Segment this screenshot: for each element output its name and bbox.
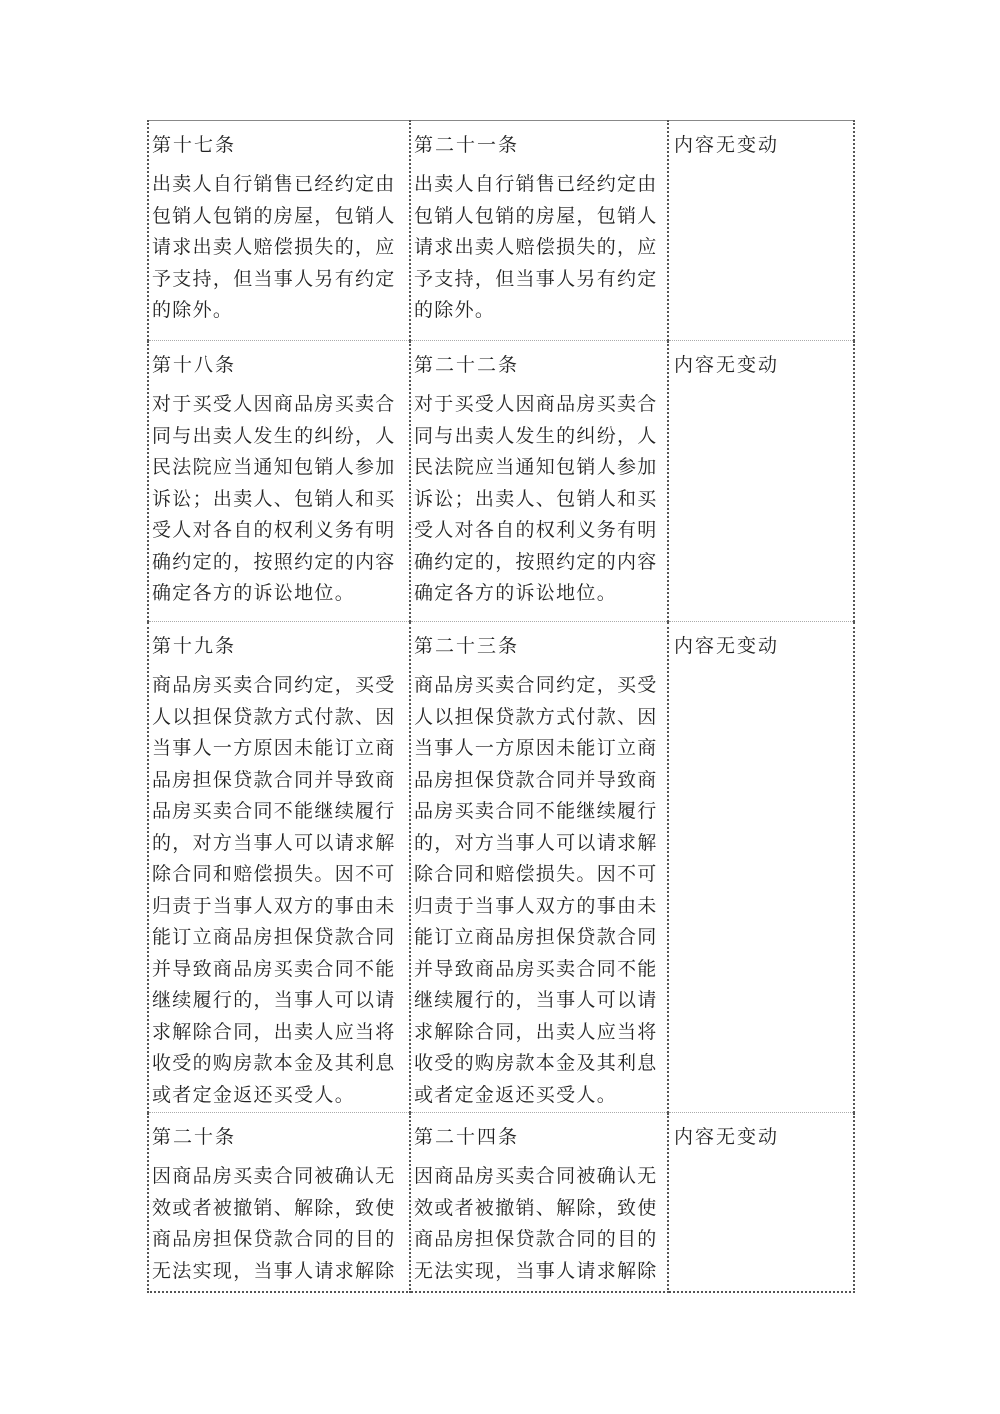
comparison-table [147,120,855,1293]
change-note: 内容无变动 [674,1126,780,1148]
old-article-title: 第十九条 [152,635,237,657]
new-article-cell [410,121,668,341]
table-row [148,341,854,622]
old-article-cell [148,341,410,622]
old-article-title: 第二十条 [152,1126,237,1148]
change-note-cell [668,341,854,622]
old-article-cell [148,622,410,1113]
new-article-cell [410,622,668,1113]
table-row [148,622,854,1113]
old-article-cell [148,121,410,341]
change-note: 内容无变动 [674,635,780,657]
table-row [148,1113,854,1293]
new-article-title: 第二十三条 [414,635,520,657]
change-note-cell [668,622,854,1113]
table-row [148,121,854,341]
old-article-cell [148,1113,410,1293]
new-article-cell [410,341,668,622]
change-note-cell [668,1113,854,1293]
old-article-title: 第十八条 [152,354,237,376]
old-article-text: 商品房买卖合同约定，买受人以担保贷款方式付款、因当事人一方原因未能订立商品房担保贷款合同并导致商品房买卖合同不能继续履行的，对方当事人可以请求解除合同和赔偿损失。因不可归责于当事人双方的事由未能订立商品房担保贷款合同并导致商品房买卖合同不能继续履行的，当事人可以请求解除合同，出卖人应当将收受的购房款本金及其利息或者定金返还买受人。 [152,674,396,1106]
old-article-text: 对于买受人因商品房买卖合同与出卖人发生的纠纷，人民法院应当通知包销人参加诉讼；出卖人、包销人和买受人对各自的权利义务有明确约定的，按照约定的内容确定各方的诉讼地位。 [152,393,396,604]
new-article-title: 第二十四条 [414,1126,520,1148]
new-article-title: 第二十二条 [414,354,520,376]
new-article-cell [410,1113,668,1293]
old-article-title: 第十七条 [152,134,237,156]
new-article-text: 出卖人自行销售已经约定由包销人包销的房屋，包销人请求出卖人赔偿损失的，应予支持，但当事人另有约定的除外。 [414,173,658,321]
old-article-text: 出卖人自行销售已经约定由包销人包销的房屋，包销人请求出卖人赔偿损失的，应予支持，但当事人另有约定的除外。 [152,173,396,321]
old-article-text: 因商品房买卖合同被确认无效或者被撤销、解除，致使商品房担保贷款合同的目的无法实现，当事人请求解除 [152,1165,396,1282]
new-article-text: 商品房买卖合同约定，买受人以担保贷款方式付款、因当事人一方原因未能订立商品房担保贷款合同并导致商品房买卖合同不能继续履行的，对方当事人可以请求解除合同和赔偿损失。因不可归责于当事人双方的事由未能订立商品房担保贷款合同并导致商品房买卖合同不能继续履行的，当事人可以请求解除合同，出卖人应当将收受的购房款本金及其利息或者定金返还买受人。 [414,674,658,1106]
new-article-text: 因商品房买卖合同被确认无效或者被撤销、解除，致使商品房担保贷款合同的目的无法实现，当事人请求解除 [414,1165,658,1282]
change-note-cell [668,121,854,341]
new-article-title: 第二十一条 [414,134,520,156]
change-note: 内容无变动 [674,354,780,376]
new-article-text: 对于买受人因商品房买卖合同与出卖人发生的纠纷，人民法院应当通知包销人参加诉讼；出卖人、包销人和买受人对各自的权利义务有明确约定的，按照约定的内容确定各方的诉讼地位。 [414,393,658,604]
change-note: 内容无变动 [674,134,780,156]
